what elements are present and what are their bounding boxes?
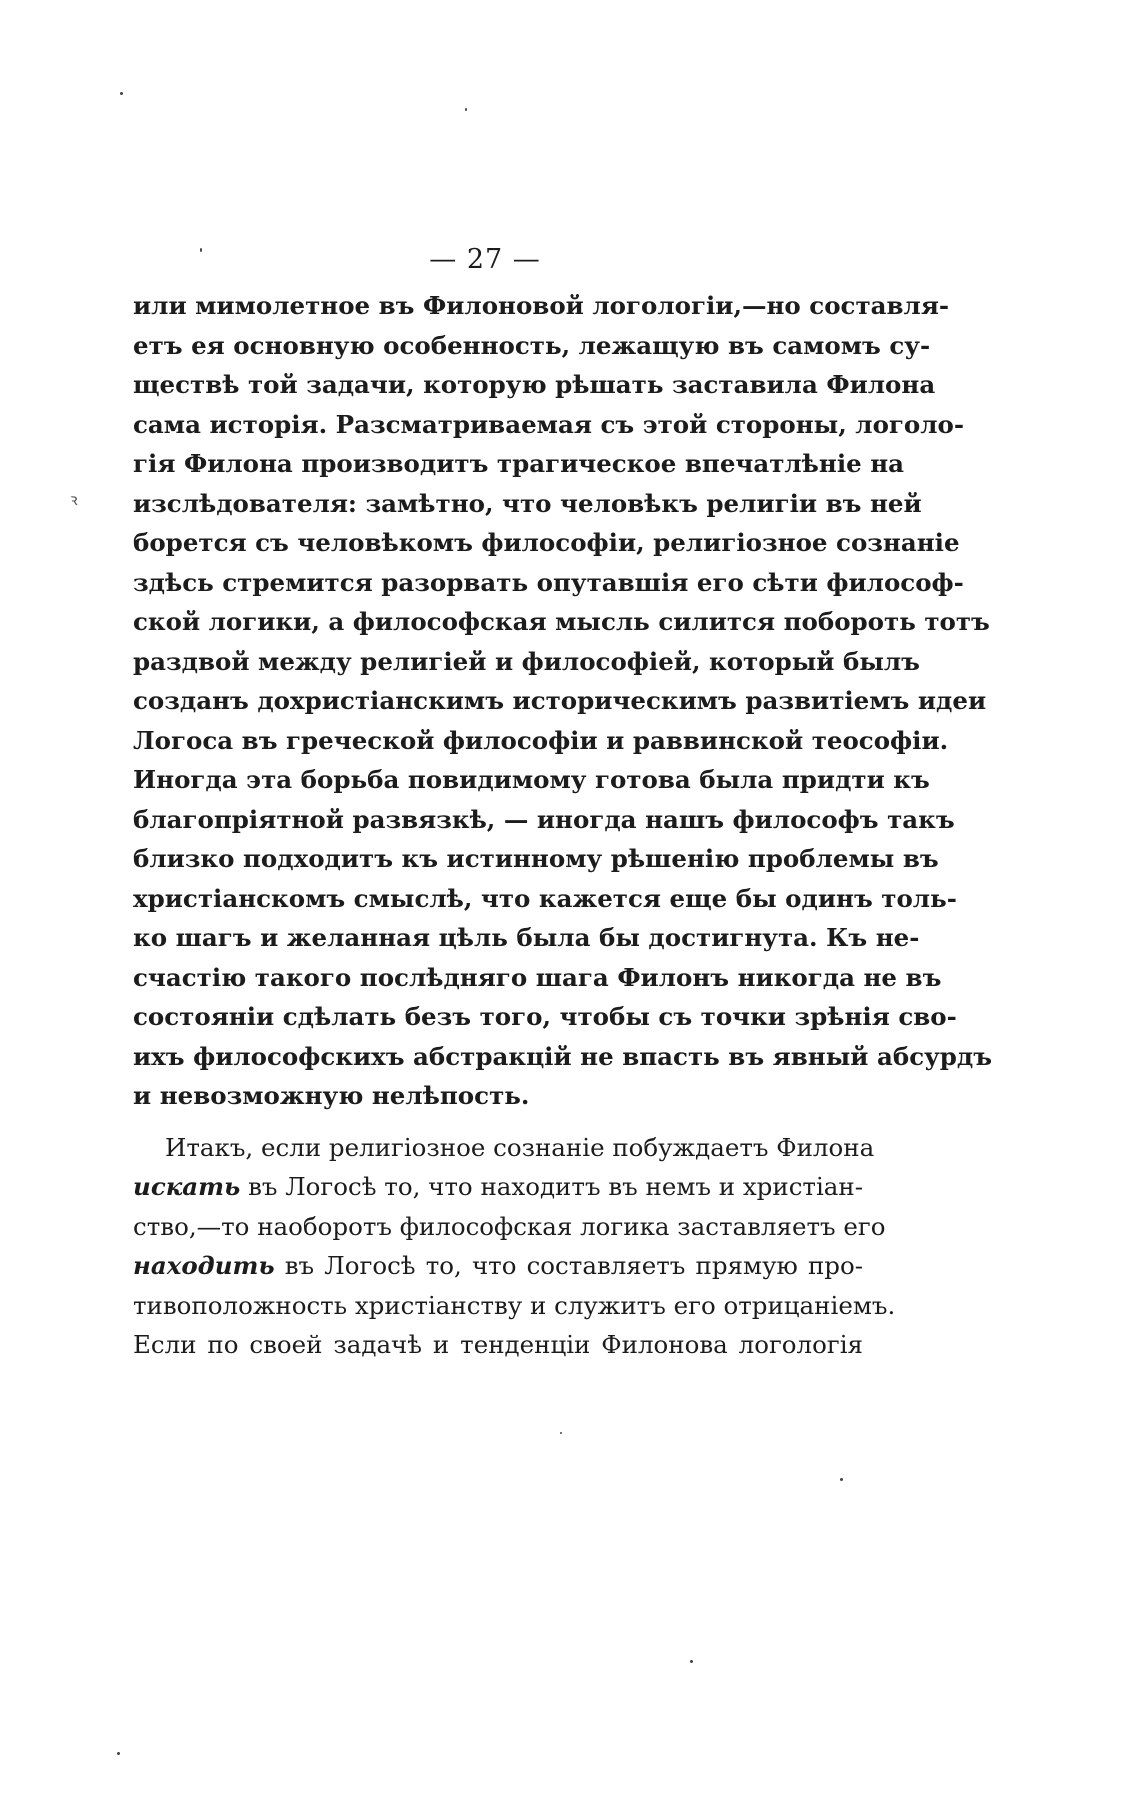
text-line: благопріятной развязкѣ, — иногда нашъ философъ такъ (133, 804, 955, 834)
emphasized-word: находить (133, 1251, 275, 1280)
text-line: созданъ дохристіанскимъ историческимъ развитіемъ идеи (133, 686, 987, 715)
print-speck (560, 1432, 562, 1434)
text-line: христіанскомъ смыслѣ, что кажется еще бы одинъ толь- (133, 883, 957, 913)
text-line: етъ ея основную особенность, лежащую въ самомъ су- (133, 330, 931, 360)
print-speck (120, 92, 123, 95)
text-line: здѣсь стремится разорвать опутавшія его сѣти философ- (133, 567, 964, 597)
text-line: гія Филона производитъ трагическое впечатлѣніе на (133, 449, 905, 478)
print-speck (117, 1752, 120, 1755)
text-line-with-emphasis (133, 1246, 863, 1286)
text-line: ществѣ той задачи, которую рѣшать заставила Филона (133, 370, 936, 399)
text-line: Логоса въ греческой философіи и раввинской теософіи. (133, 725, 949, 755)
text-line: ской логики, а философская мысль силится побороть тотъ (133, 607, 990, 636)
print-speck (840, 1478, 843, 1481)
text-line-rest: въ Логосѣ то, что находитъ въ немъ и христіан- (240, 1172, 864, 1201)
text-line: состояніи сдѣлать безъ того, чтобы съ точки зрѣнія сво- (133, 1002, 957, 1031)
margin-mark: ꝛ (70, 490, 78, 509)
text-line: близко подходитъ къ истинному рѣшенію проблемы въ (133, 844, 939, 873)
paragraph-2 (133, 1128, 896, 1365)
text-line: сама исторія. Разсматриваемая съ этой стороны, логоло- (133, 409, 965, 439)
text-line: и невозможную нелѣпость. (133, 1081, 530, 1110)
body-text (133, 286, 993, 1365)
print-speck (465, 108, 467, 111)
text-line: Иногда эта борьба повидимому готова была придти къ (133, 765, 930, 794)
paragraph-1 (133, 286, 993, 1116)
text-line: борется съ человѣкомъ философіи, религіозное сознаніе (133, 528, 960, 557)
text-line: тивоположность христіанству и служитъ его отрицаніемъ. (133, 1290, 896, 1320)
text-line: Итакъ, если религіозное сознаніе побуждаетъ Филона (165, 1132, 875, 1162)
text-line: ихъ философскихъ абстракцій не впасть въ явный абсурдъ (133, 1041, 993, 1071)
text-line: изслѣдователя: замѣтно, что человѣкъ религіи въ ней (133, 488, 922, 518)
emphasized-word: искать (133, 1172, 241, 1201)
print-speck (690, 1660, 693, 1663)
paragraph-gap (133, 1116, 863, 1128)
text-line-with-emphasis (133, 1167, 863, 1207)
text-line: раздвой между религіей и философіей, который былъ (133, 646, 920, 676)
text-line: счастію такого послѣдняго шага Филонъ никогда не въ (133, 962, 942, 992)
text-line: ко шагъ и желанная цѣль была бы достигнута. Къ не- (133, 923, 920, 952)
page-number: — 27 — (429, 244, 541, 275)
text-line: ство,—то наоборотъ философская логика заставляетъ его (133, 1211, 886, 1241)
text-line: Если по своей задачѣ и тенденціи Филонова логологія (133, 1330, 863, 1359)
text-line: или мимолетное въ Филоновой логологіи,—но составля- (133, 291, 950, 320)
text-line-rest: въ Логосѣ то, что составляетъ прямую про- (274, 1251, 863, 1280)
